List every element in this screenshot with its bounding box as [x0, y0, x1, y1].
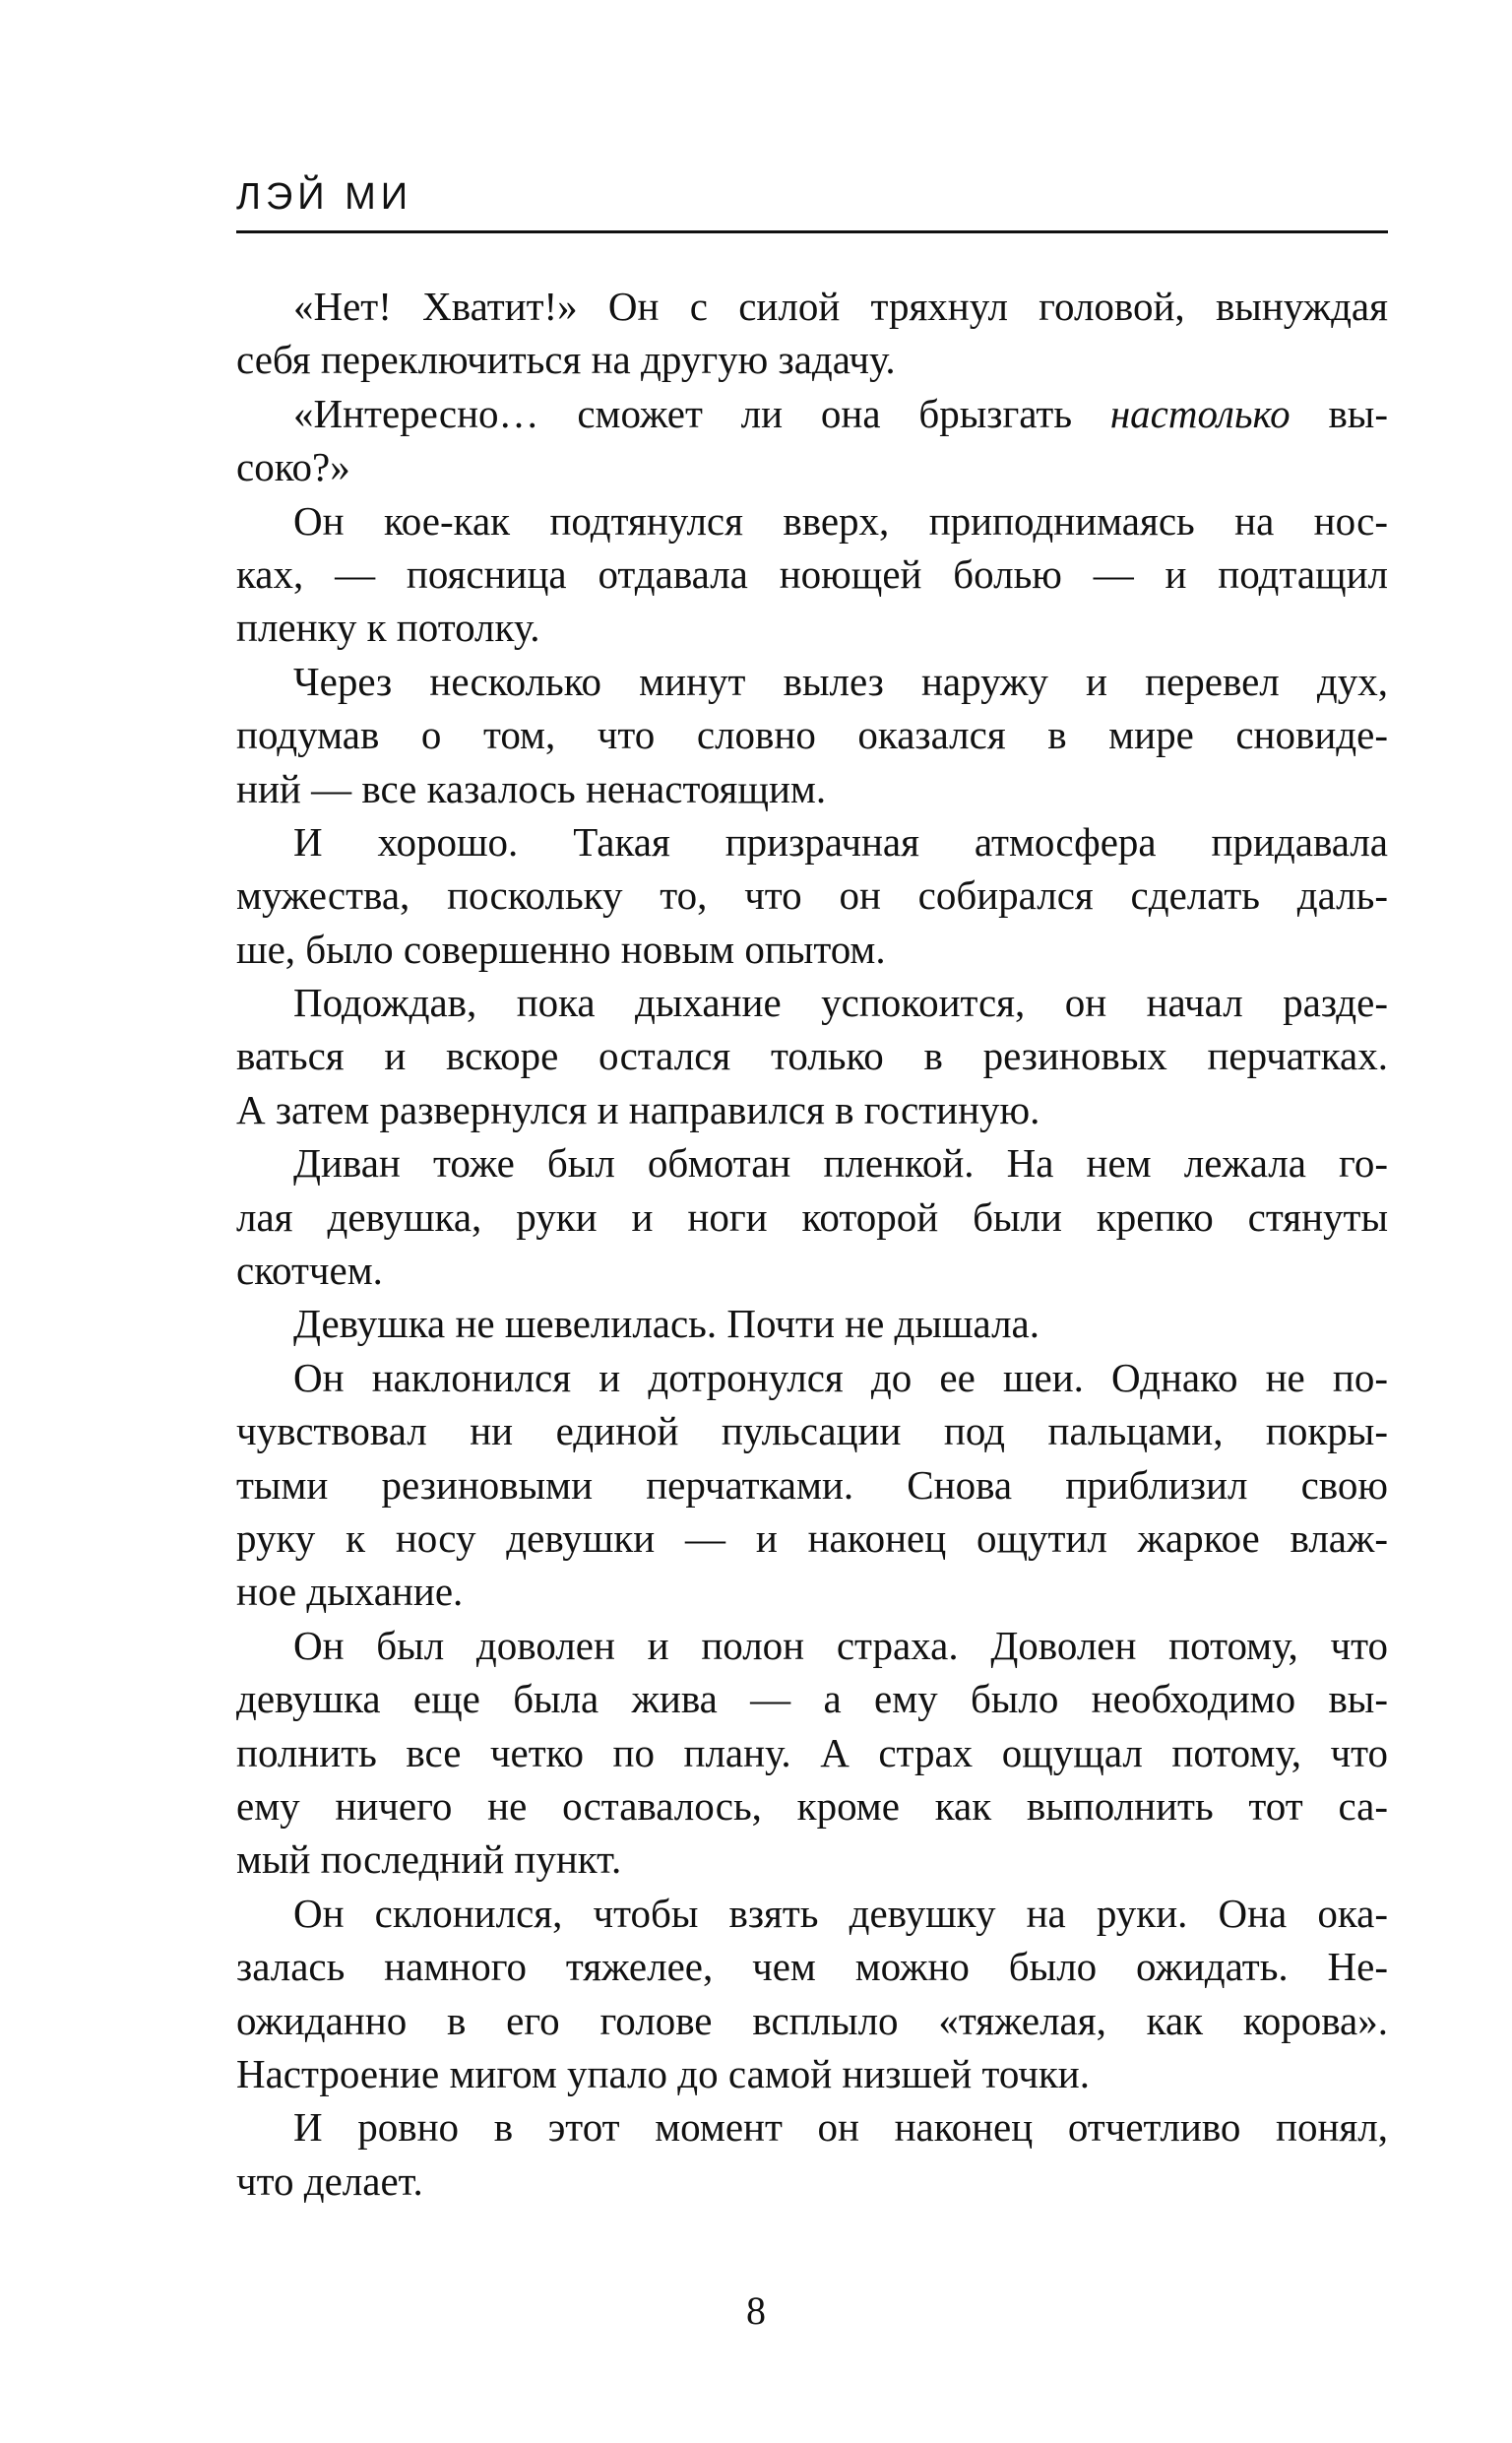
text-line: И ровно в этот момент он наконец отчетливо понял, — [293, 2104, 1388, 2151]
text-line: подумав о том, что словно оказался в мире сновиде- — [236, 712, 1388, 758]
text-line: лая девушка, руки и ноги которой были крепко стянуты — [236, 1193, 1388, 1240]
text-line: себя переключиться на другую задачу. — [236, 337, 896, 383]
text-line: «Интересно… сможет ли она брызгать настолько вы- — [293, 390, 1388, 436]
text-line: полнить все четко по плану. А страх ощущал потому, что — [236, 1729, 1388, 1775]
text-line: скотчем. — [236, 1248, 383, 1294]
text-line: ное дыхание. — [236, 1569, 464, 1615]
text-line: Он был доволен и полон страха. Доволен потому, что — [293, 1622, 1388, 1668]
text-line: Диван тоже был обмотан пленкой. На нем лежала го- — [293, 1140, 1388, 1187]
text-line: ожиданно в его голове всплыло «тяжелая, как корова». — [236, 1997, 1388, 2043]
text-line: тыми резиновыми перчатками. Снова приблизил свою — [236, 1461, 1388, 1508]
text-line: пленку к потолку. — [236, 605, 540, 651]
text-line: А затем развернулся и направился в гостиную. — [236, 1086, 1040, 1132]
text-line: ний — все казалось ненастоящим. — [236, 765, 827, 811]
text-line: Он наклонился и дотронулся до ее шеи. Однако не по- — [293, 1354, 1388, 1400]
text-line: Настроение мигом упало до самой низшей точки. — [236, 2050, 1090, 2096]
text-line: что делает. — [236, 2157, 423, 2204]
running-head-author: ЛЭЙ МИ — [236, 176, 413, 218]
text-line: мужества, поскольку то, что он собирался сделать даль- — [236, 872, 1388, 919]
text-line: Он кое-как подтянулся вверх, приподнимаясь на нос- — [293, 497, 1388, 544]
body-text — [236, 280, 1388, 2208]
text-line: «Нет! Хватит!» Он с силой тряхнул головой, вынуждая — [293, 284, 1388, 329]
running-head — [236, 175, 1388, 233]
emphasis: настолько — [1109, 390, 1291, 436]
text-line: соко?» — [236, 444, 350, 490]
text-line: залась намного тяжелее, чем можно было ожидать. Не- — [236, 1944, 1388, 1990]
text-line: мый последний пункт. — [236, 1836, 622, 1883]
text-line: Подождав, пока дыхание успокоится, он начал разде- — [293, 980, 1388, 1026]
text-line: И хорошо. Такая призрачная атмосфера придавала — [293, 818, 1388, 865]
page-number: 8 — [746, 2288, 766, 2333]
text-line: руку к носу девушки — и наконец ощутил жаркое влаж- — [236, 1514, 1388, 1561]
text-line: ках, — поясница отдавала ноющей болью — и подтащил — [236, 550, 1388, 597]
text-line: ваться и вскоре остался только в резиновых перчатках. — [236, 1033, 1388, 1079]
text-line: ему ничего не оставалось, кроме как выполнить тот са- — [236, 1782, 1388, 1829]
text-line: Девушка не шевелилась. Почти не дышала. — [293, 1301, 1040, 1347]
text-line: девушка еще была жива — а ему было необходимо вы- — [236, 1676, 1388, 1722]
text-line: Через несколько минут вылез наружу и перевел дух, — [293, 658, 1388, 704]
text-line: Он склонился, чтобы взять девушку на руки. Она ока- — [293, 1890, 1388, 1936]
text-line: чувствовал ни единой пульсации под пальцами, покры- — [236, 1408, 1388, 1454]
text-line: ше, было совершенно новым опытом. — [236, 926, 886, 972]
